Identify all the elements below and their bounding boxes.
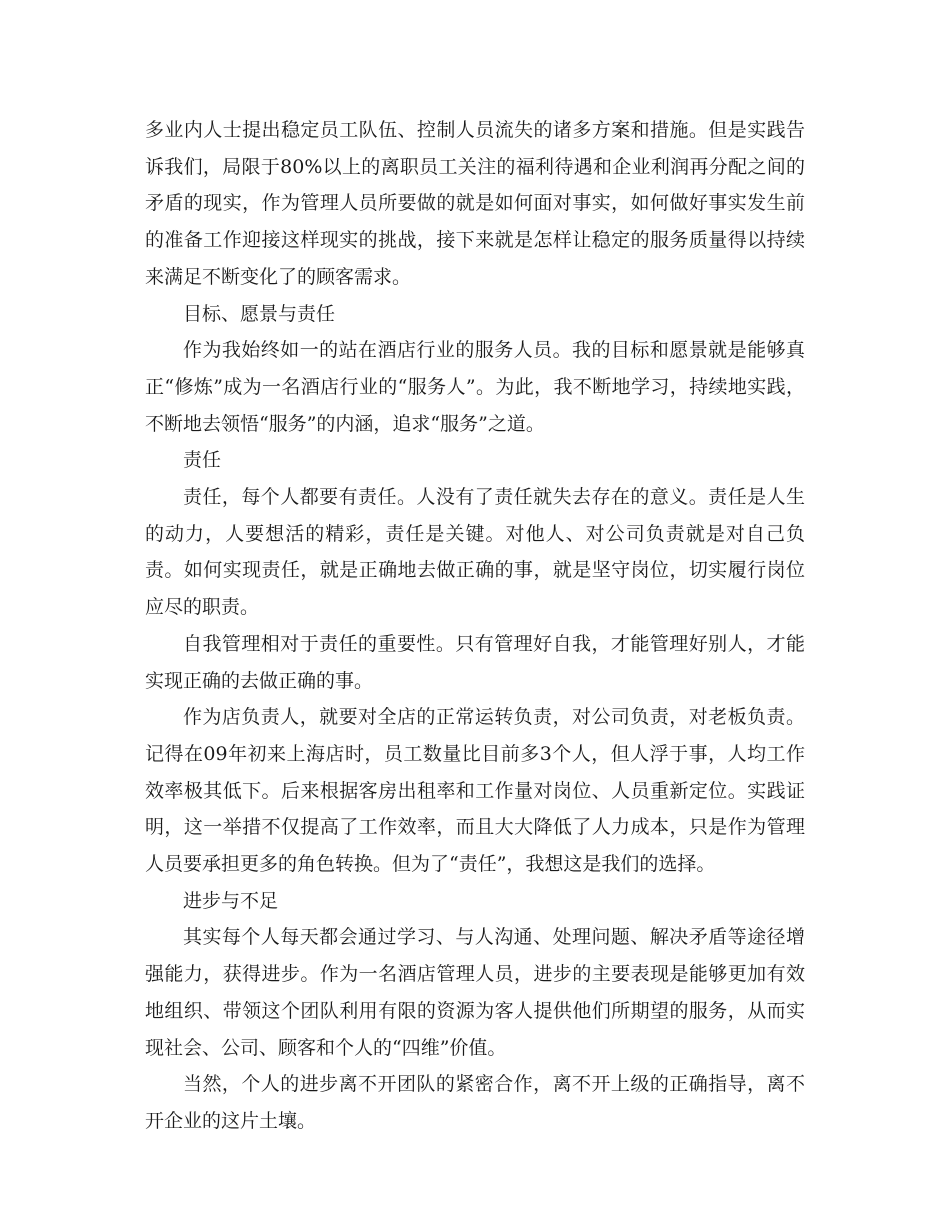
paragraph-store-manager: 作为店负责人，就要对全店的正常运转负责，对公司负责，对老板负责。 记得在09年初来上海店时，员工数量比目前多3个人，但人浮于事，人均工作效率极其低下。后来根据客房出租率和工作量对岗位、人员重新定位。实践证明，这一举措不仅提高了工作效率，而且大大降低了人力成本，只是作为管理人员要承担更多的角色转换。但为了“责任”，我想这是我们的选择。 xyxy=(145,706,805,876)
paragraph-goals: 作为我始终如一的站在酒店行业的服务人员。我的目标和愿景就是能够真正“修炼”成为一名酒店行业的“服务人”。为此，我不断地学习，持续地实践，不断地去领悟“服务”的内涵，追求“服务”之道。 xyxy=(145,339,805,435)
paragraph-progress: 其实每个人每天都会通过学习、与人沟通、处理问题、解决矛盾等途径增强能力，获得进步。作为一名酒店管理人员，进步的主要表现是能够更加有效地组织、带领这个团队利用有限的资源为客人提供他们所期望的服务，从而实现社会、公司、顾客和个人的“四维”价值。 xyxy=(145,926,805,1059)
paragraph-responsibility: 责任，每个人都要有责任。人没有了责任就失去存在的意义。责任是人生的动力，人要想活的精彩，责任是关键。对他人、对公司负责就是对自己负责。如何实现责任，就是正确地去做正确的事，就是坚守岗位，切实履行岗位应尽的职责。 xyxy=(145,486,805,619)
section-heading-responsibility: 责任 xyxy=(183,449,222,472)
paragraph-intro: 多业内人士提出稳定员工队伍、控制人员流失的诸多方案和措施。但是实践告诉我们，局限于80%以上的离职员工关注的福利待遇和企业利润再分配之间的矛盾的现实，作为管理人员所要做的就是如何面对事实，如何做好事实发生前的准备工作迎接这样现实的挑战，接下来就是怎样让稳定的服务质量得以持续来满足不断变化了的顾客需求。 xyxy=(145,119,805,288)
paragraph-self-management: 自我管理相对于责任的重要性。只有管理好自我，才能管理好别人，才能实现正确的去做正确的事。 xyxy=(145,632,805,692)
section-heading-goals: 目标、愿景与责任 xyxy=(183,302,336,325)
paragraph-teamwork: 当然，个人的进步离不开团队的紧密合作，离不开上级的正确指导，离不开企业的这片土壤。 xyxy=(145,1073,805,1132)
document-page xyxy=(145,112,805,1140)
section-heading-progress: 进步与不足 xyxy=(183,889,279,912)
